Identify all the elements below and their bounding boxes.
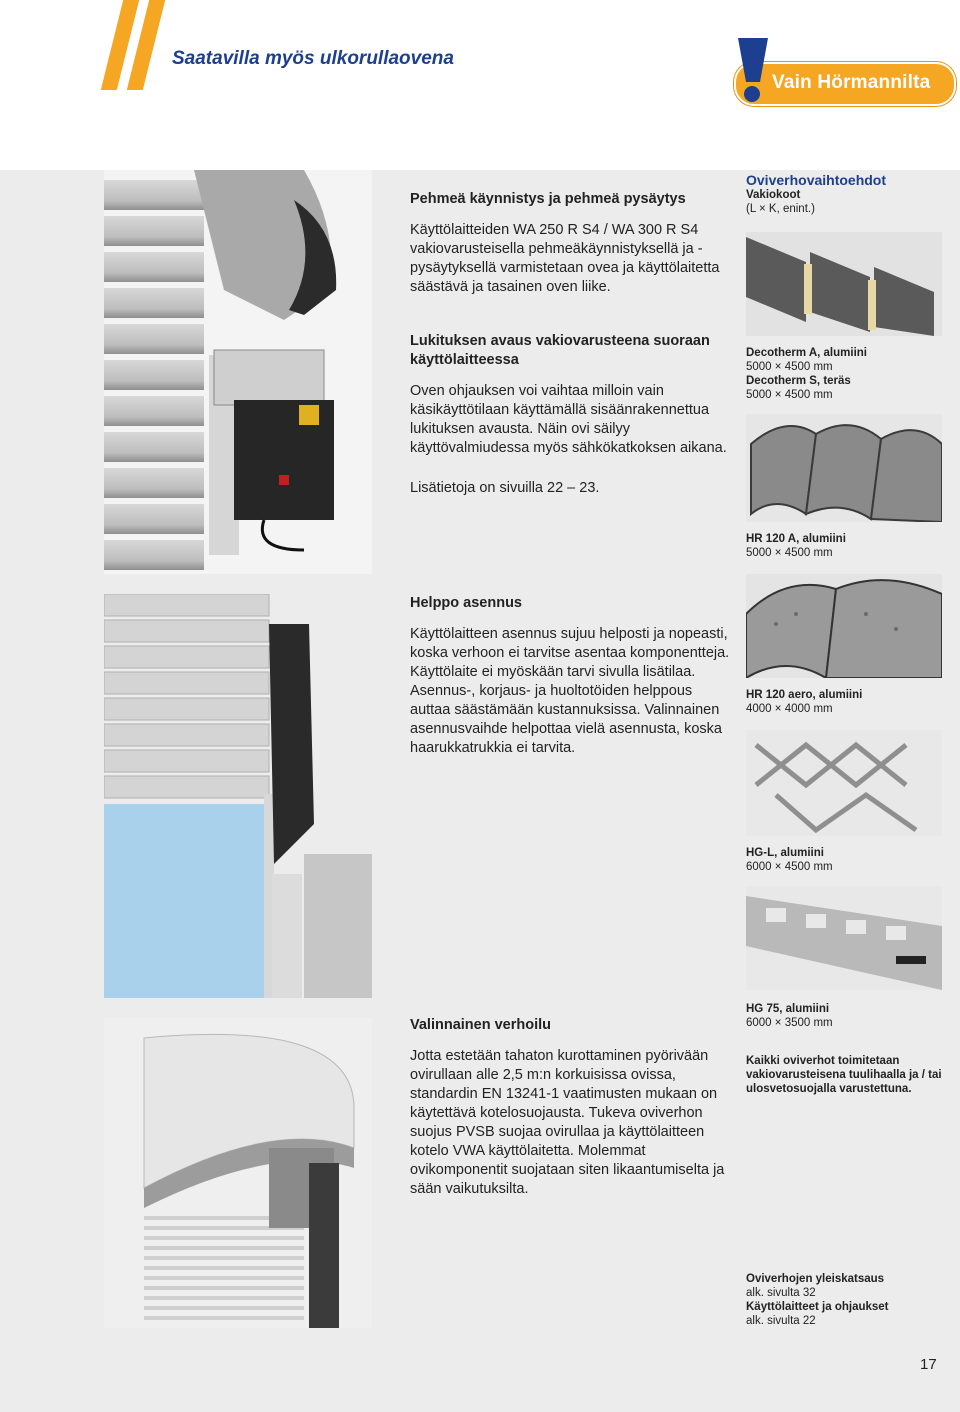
section-heading: Pehmeä käynnistys ja pehmeä pysäytys [410, 191, 686, 207]
option-name: HR 120 aero, alumiini [746, 689, 863, 701]
ref-page: alk. sivulta 32 [746, 1287, 816, 1299]
section-casing [410, 1016, 730, 1199]
section-body: Oven ohjauksen voi vaihtaa milloin vain käsikäyttötilaan käyttämällä sisäänrakennettua lukituksen avausta. Näin ovi säilyy käyttövalmiudessa myös sähkökatkoksen aikana. [410, 383, 727, 456]
swatch-hgl [746, 730, 942, 836]
section-note: Lisätietoja on sivuilla 22 – 23. [410, 480, 600, 496]
sidebar-wind-note: Kaikki oviverhot toimitetaan vakiovarusteisena tuulihaalla ja / tai ulosvetosuojalla varustettuna. [746, 1055, 942, 1095]
option-name: HR 120 A, alumiini [746, 533, 846, 545]
option-size: 5000 × 4500 mm [746, 547, 833, 559]
photo-drive-unit [104, 170, 372, 574]
page-title: Saatavilla myös ulkorullaovena [172, 48, 454, 69]
section-heading: Lukituksen avaus vakiovarusteena suoraan käyttölaitteessa [410, 333, 710, 368]
section-body: Käyttölaitteen asennus sujuu helposti ja nopeasti, koska verhoon ei tarvitse asentaa komponentteja. Käyttölaite ei myöskään tarvi sivulla lisätilaa. Asennus-, korjaus- ja huoltotöiden helppous auttaa säästämään kustannuksissa. Valinnainen asennusvaihde helpottaa vielä asennusta, koska haarukkatrukkia ei tarvita. [410, 626, 730, 756]
photo-casing [104, 1018, 372, 1328]
option-name: Decotherm S, teräs [746, 375, 851, 387]
section-heading: Valinnainen verhoilu [410, 1017, 552, 1033]
section-body: Jotta estetään tahaton kurottaminen pyörivään ovirullaan alle 2,5 m:n korkuisissa ovissa, standardin EN 13241-1 vaatimusten mukaan on käytettävä kotelosuojausta. Tukeva oviverhon suojus PVSB suojaa ovirullaa ja käyttölaitteen kotelo VWA käyttölaitetta. Molemmat ovikomponentit suojataan siten likaantumiselta ja sään vaikutuksilta. [410, 1048, 725, 1197]
sidebar-option-hgl [746, 846, 946, 874]
sidebar-option-hr120a [746, 532, 946, 560]
sidebar-options-1 [746, 346, 946, 402]
ref-label: Oviverhojen yleiskatsaus [746, 1273, 885, 1285]
option-name: HG 75, alumiini [746, 1003, 830, 1015]
option-size: 5000 × 4500 mm [746, 389, 833, 401]
sidebar-option-hg75 [746, 1002, 946, 1030]
option-size: 5000 × 4500 mm [746, 361, 833, 373]
sidebar-unit-note: (L × K, enint.) [746, 203, 815, 215]
section-soft-start [410, 190, 730, 297]
sidebar-refs [746, 1272, 946, 1328]
section-heading: Helppo asennus [410, 595, 522, 611]
section-body: Käyttölaitteiden WA 250 R S4 / WA 300 R S4 vakiovarusteisella pehmeäkäynnistyksellä ja -pysäytyksellä varmistetaan ovea ja käyttölaitetta säästävä ja tasainen oven liike. [410, 222, 720, 295]
swatch-hr120a [746, 414, 942, 522]
brand-logo [722, 36, 956, 106]
option-name: Decotherm A, alumiini [746, 347, 867, 359]
ref-label: Käyttölaitteet ja ohjaukset [746, 1301, 889, 1313]
exclamation-icon [722, 36, 792, 106]
sidebar-title: Oviverhovaihtoehdot [746, 172, 887, 188]
swatch-hr120aero [746, 574, 942, 678]
option-size: 6000 × 4500 mm [746, 861, 833, 873]
section-unlock [410, 332, 730, 498]
swatch-decotherm [746, 232, 942, 336]
option-name: HG-L, alumiini [746, 847, 824, 859]
option-size: 6000 × 3500 mm [746, 1017, 833, 1029]
sidebar-header [746, 172, 946, 216]
ref-page: alk. sivulta 22 [746, 1315, 816, 1327]
sidebar-option-hr120aero [746, 688, 946, 716]
swatch-hg75 [746, 886, 942, 990]
page-number: 17 [920, 1356, 937, 1373]
photo-installation [104, 594, 372, 998]
section-installation [410, 594, 730, 758]
logo-text: Vain Hörmannilta [772, 72, 931, 93]
sidebar-subtitle: Vakiokoot [746, 189, 801, 201]
option-size: 4000 × 4000 mm [746, 703, 833, 715]
